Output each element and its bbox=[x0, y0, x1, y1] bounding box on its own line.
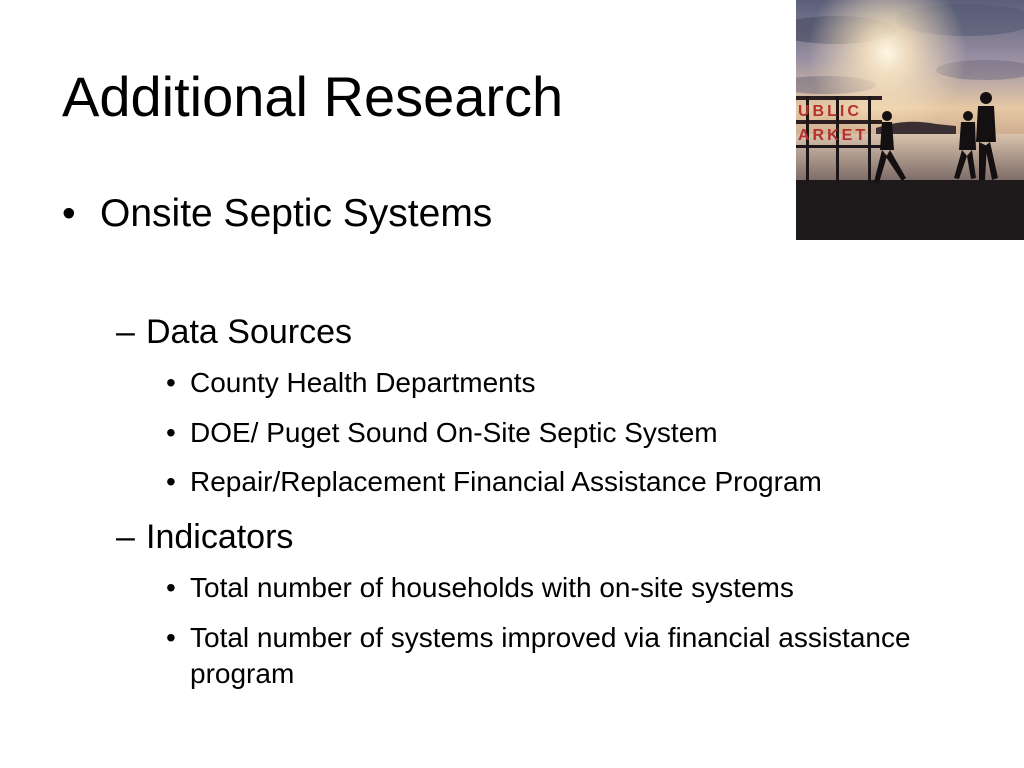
bullet-text: County Health Departments bbox=[190, 367, 536, 398]
sub-bullet-repair-replacement bbox=[166, 464, 822, 500]
bullet-data-sources bbox=[116, 312, 352, 352]
bullet-text: DOE/ Puget Sound On-Site Septic System bbox=[190, 417, 718, 448]
bullet-text: Data Sources bbox=[146, 313, 352, 351]
bullet-onsite-septic-systems bbox=[62, 190, 492, 238]
bullet-mark: • bbox=[166, 622, 176, 653]
bullet-mark: • bbox=[62, 192, 76, 235]
sub-bullet-total-households bbox=[166, 570, 794, 606]
bullet-mark: • bbox=[166, 417, 176, 448]
pike-place-market-sunset-photo-icon bbox=[796, 0, 1024, 240]
svg-text:ARKET: ARKET bbox=[798, 127, 869, 144]
bullet-mark: • bbox=[166, 367, 176, 398]
svg-text:UBLIC: UBLIC bbox=[798, 103, 862, 120]
bullet-mark: • bbox=[166, 466, 176, 497]
bullet-text: Onsite Septic Systems bbox=[100, 192, 493, 235]
bullet-text: Repair/Replacement Financial Assistance Program bbox=[190, 466, 822, 497]
bullet-mark: • bbox=[166, 572, 176, 603]
bullet-indicators bbox=[116, 517, 293, 557]
dash-mark: – bbox=[116, 518, 135, 556]
dash-mark: – bbox=[116, 313, 135, 351]
bullet-text: Indicators bbox=[146, 518, 294, 556]
sub-bullet-county-health bbox=[166, 365, 536, 401]
slide-title: Additional Research bbox=[62, 65, 564, 128]
sub-bullet-total-systems-improved bbox=[166, 620, 930, 692]
bullet-text: Total number of households with on-site systems bbox=[190, 572, 794, 603]
sub-bullet-doe-puget-sound bbox=[166, 415, 718, 451]
bullet-text: Total number of systems improved via financial assistance program bbox=[190, 622, 911, 689]
